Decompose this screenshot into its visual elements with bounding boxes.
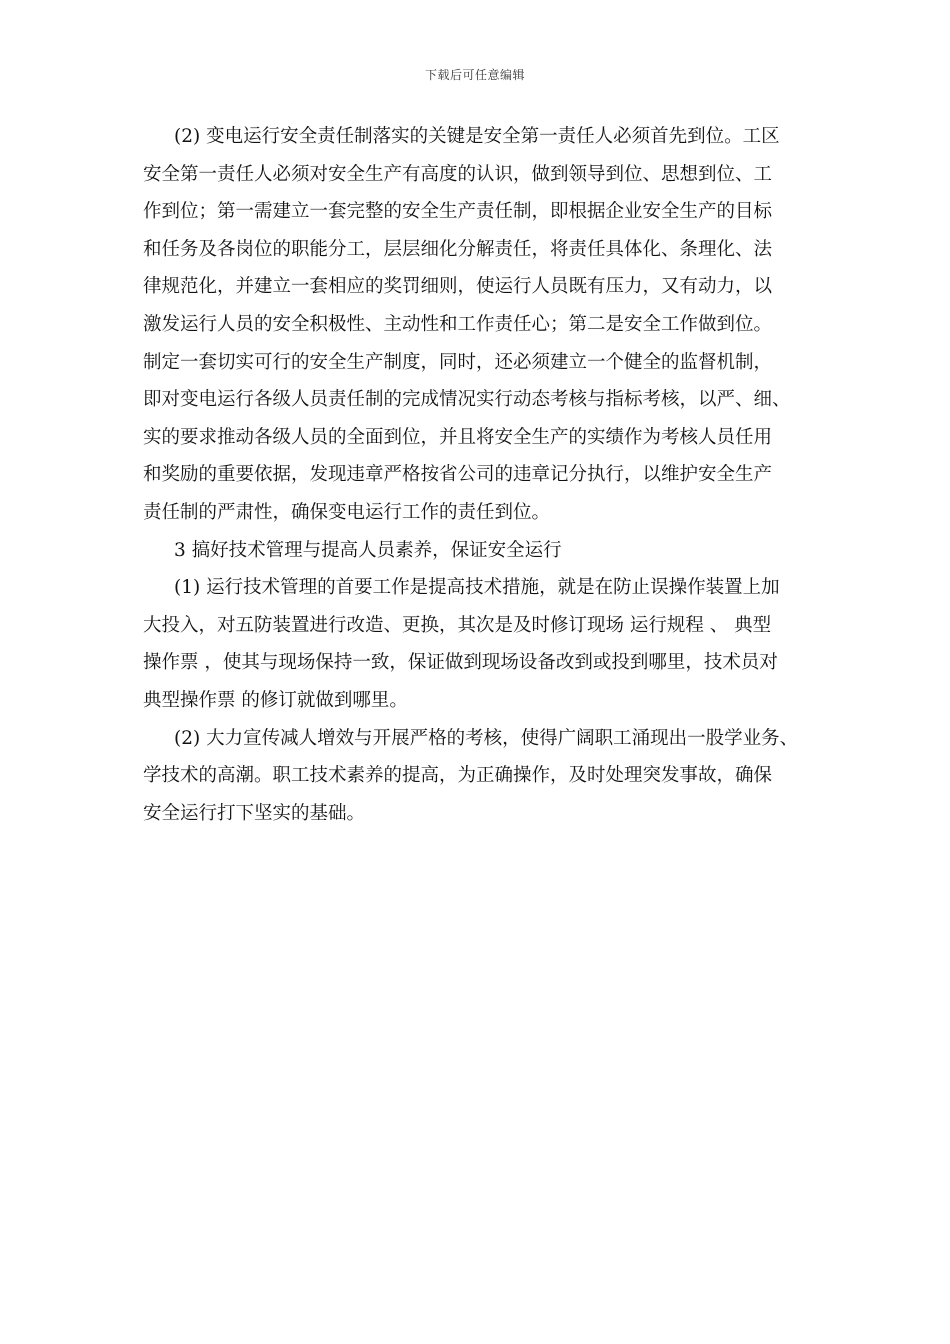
paragraph-line: 作到位；第一需建立一套完整的安全生产责任制，即根据企业安全生产的目标: [143, 201, 773, 223]
paragraph-line: 实的要求推动各级人员的全面到位，并且将安全生产的实绩作为考核人员任用: [143, 426, 773, 448]
paragraph-line: 制定一套切实可行的安全生产制度，同时，还必须建立一个健全的监督机制，: [143, 351, 773, 373]
header-note: 下载后可任意编辑: [424, 68, 525, 82]
paragraph-line: 责任制的严肃性，确保变电运行工作的责任到位。: [143, 501, 551, 523]
paragraph-line: (2) 变电运行安全责任制落实的关键是安全第一责任人必须首先到位。工区: [174, 126, 780, 147]
paragraph-line: 律规范化，并建立一套相应的奖罚细则，使运行人员既有压力，又有动力，以: [143, 276, 773, 298]
paragraph-line: 激发运行人员的安全积极性、主动性和工作责任心；第二是安全工作做到位。: [143, 313, 773, 335]
paragraph-line: 典型操作票 的修订就做到哪里。: [143, 689, 408, 711]
section-heading: 3 搞好技术管理与提高人员素养，保证安全运行: [174, 539, 562, 561]
paragraph-line: 和奖励的重要依据，发现违章严格按省公司的违章记分执行，以维护安全生产: [143, 464, 773, 486]
paragraph-line: (2) 大力宣传减人增效与开展严格的考核，使得广阔职工涌现出一股学业务、: [174, 727, 799, 749]
paragraph-line: 和任务及各岗位的职能分工，层层细化分解责任，将责任具体化、条理化、法: [143, 238, 773, 260]
paragraph-line: 安全运行打下坚实的基础。: [143, 802, 366, 824]
paragraph-line: 操作票 ，使其与现场保持一致，保证做到现场设备改到或投到哪里，技术员对: [143, 652, 778, 674]
paragraph-line: (1) 运行技术管理的首要工作是提高技术措施，就是在防止误操作装置上加: [174, 577, 780, 599]
paragraph-line: 即对变电运行各级人员责任制的完成情况实行动态考核与指标考核，以严、细、: [143, 389, 791, 411]
paragraph-line: 学技术的高潮。职工技术素养的提高，为正确操作，及时处理突发事故，确保: [143, 765, 773, 787]
paragraph-line: 大投入，对五防装置进行改造、更换，其次是及时修订现场 运行规程 、 典型: [143, 614, 772, 636]
paragraph-line: 安全第一责任人必须对安全生产有高度的认识，做到领导到位、思想到位、工: [143, 163, 773, 185]
body-text: [143, 118, 833, 832]
